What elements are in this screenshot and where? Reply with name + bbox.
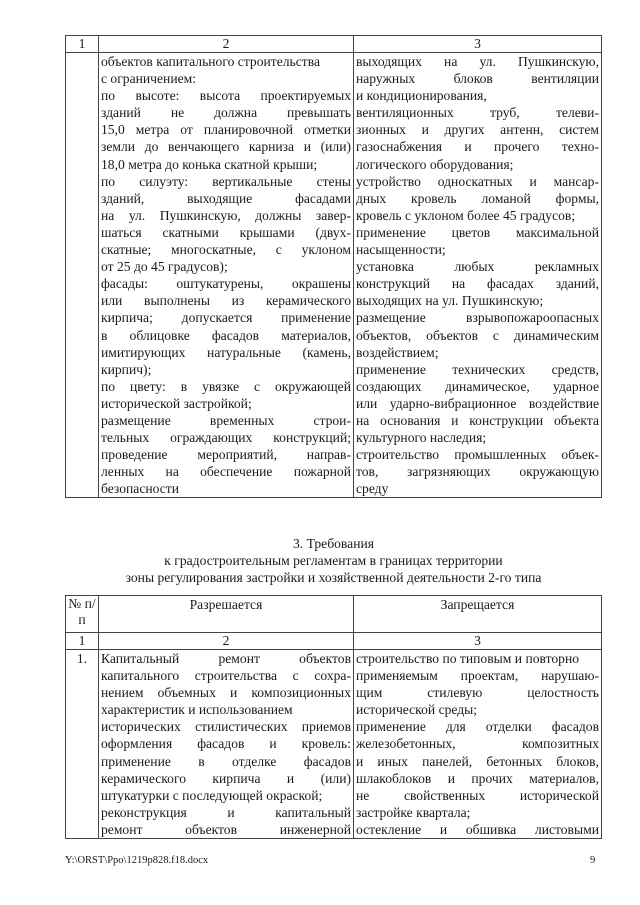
text-line: применение цветов максимальной bbox=[356, 224, 599, 240]
header-num bbox=[66, 596, 99, 633]
text-line: конструкций на фасадах зданий, bbox=[356, 276, 599, 292]
text-line: или ударно-вибрационное воздействие bbox=[356, 395, 599, 411]
text-line: или выполнены из керамического bbox=[101, 293, 351, 309]
text-line: зионных и других антенн, систем bbox=[356, 122, 599, 138]
text-line: исторической среды; bbox=[356, 702, 478, 718]
column-number-row bbox=[66, 36, 602, 53]
text-line: на основания и конструкции объекта bbox=[356, 412, 599, 428]
col-number-2: 2 bbox=[99, 36, 354, 53]
header-allowed: Разрешается bbox=[99, 596, 354, 633]
text-line: вентиляционных труб, телеви- bbox=[356, 105, 599, 121]
allowed-text bbox=[101, 650, 351, 838]
text-line: выходящих на ул. Пушкинскую; bbox=[356, 293, 544, 309]
row-number bbox=[66, 53, 99, 498]
text-line: зданий, выходящие фасадами bbox=[101, 190, 351, 206]
text-line: с ограничением: bbox=[101, 71, 197, 87]
text-line: по силуэту: вертикальные стены bbox=[101, 173, 351, 189]
column-number-row bbox=[66, 633, 602, 650]
text-line: исторических стилистических приемов bbox=[101, 719, 351, 735]
text-line: безопасности bbox=[101, 481, 180, 497]
text-line: скатные; многоскатные, с уклоном bbox=[101, 242, 351, 258]
text-line: 18,0 метра до конька скатной крыши; bbox=[101, 156, 318, 172]
col-number-1: 1 bbox=[66, 633, 99, 650]
text-line: объектов капитального строительства bbox=[101, 54, 320, 69]
text-line: не свойственных исторической bbox=[356, 787, 599, 803]
file-path: Y:\ORST\Ppo\1219p828.f18.docx bbox=[65, 855, 209, 866]
col-number-3: 3 bbox=[354, 36, 602, 53]
text-line: применяемым проектам, нарушаю- bbox=[356, 668, 599, 684]
text-line: объектов, объектов с динамическим bbox=[356, 327, 599, 343]
text-line: устройство односкатных и мансар- bbox=[356, 173, 599, 189]
table-continued bbox=[65, 35, 602, 498]
text-line: 15,0 метра от планировочной отметки bbox=[101, 122, 351, 138]
text-line: выходящих на ул. Пушкинскую, bbox=[356, 54, 599, 69]
row-number: 1. bbox=[66, 650, 99, 839]
text-line: строительство промышленных объек- bbox=[356, 447, 599, 463]
text-line: воздействием; bbox=[356, 344, 439, 360]
text-line: применение для отделки фасадов bbox=[356, 719, 599, 735]
text-line: от 25 до 45 градусов); bbox=[101, 259, 228, 275]
text-line: по высоте: высота проектируемых bbox=[101, 88, 351, 104]
col-number-3: 3 bbox=[354, 633, 602, 650]
text-line: имитирующих натуральные (камень, bbox=[101, 344, 351, 360]
text-line: тельных ограждающих конструкций; bbox=[101, 430, 351, 446]
allowed-cell bbox=[99, 53, 354, 498]
text-line: размещение взрывопожароопасных bbox=[356, 310, 599, 326]
forbidden-cell bbox=[354, 650, 602, 839]
section-subtitle-2: зоны регулирования застройки и хозяйственной деятельности 2-го типа bbox=[125, 570, 542, 585]
text-line: на ул. Пушкинскую, должны завер- bbox=[101, 207, 351, 223]
table-header-row bbox=[66, 596, 602, 633]
section-title: 3. Требования bbox=[293, 536, 374, 551]
text-line: установка любых рекламных bbox=[356, 259, 599, 275]
text-line: штукатурки с последующей окраской; bbox=[101, 787, 323, 803]
text-line: капитального строительства с сохра- bbox=[101, 668, 351, 684]
text-line: и кондиционирования, bbox=[356, 88, 487, 104]
text-line: шлакоблоков и прочих материалов, bbox=[356, 770, 599, 786]
text-line: Капитальный ремонт объектов bbox=[101, 651, 351, 666]
text-line: железобетонных, композитных bbox=[356, 736, 599, 752]
requirements-table bbox=[65, 595, 602, 839]
text-line: применение технических средств, bbox=[356, 361, 599, 377]
table-row bbox=[66, 53, 602, 498]
text-line: газоснабжения и прочего техно- bbox=[356, 139, 599, 155]
text-line: шаться скатными крышами (двух- bbox=[101, 224, 351, 240]
header-num-text: № п/п bbox=[68, 596, 96, 627]
text-line: и иных панелей, бетонных блоков, bbox=[356, 753, 599, 769]
text-line: керамического кирпича и (или) bbox=[101, 770, 351, 786]
text-line: тов, загрязняющих окружающую bbox=[356, 464, 599, 480]
allowed-cell bbox=[99, 650, 354, 839]
text-line: кирпич); bbox=[101, 361, 152, 377]
text-line: нением объемных и композиционных bbox=[101, 685, 351, 701]
header-forbidden: Запрещается bbox=[354, 596, 602, 633]
forbidden-text bbox=[356, 650, 599, 838]
text-line: фасады: оштукатурены, окрашены bbox=[101, 276, 351, 292]
col-number-2: 2 bbox=[99, 633, 354, 650]
text-line: строительство по типовым и повторно bbox=[356, 651, 580, 666]
text-line: исторической застройкой; bbox=[101, 395, 252, 411]
text-line: застройке квартала; bbox=[356, 804, 471, 820]
text-line: дных кровель ломаной формы, bbox=[356, 190, 599, 206]
text-line: среду bbox=[356, 481, 389, 497]
page-number: 9 bbox=[590, 855, 596, 866]
text-line: зданий не должна превышать bbox=[101, 105, 351, 121]
text-line: насыщенности; bbox=[356, 242, 446, 258]
forbidden-cell bbox=[354, 53, 602, 498]
text-line: наружных блоков вентиляции bbox=[356, 71, 599, 87]
forbidden-text bbox=[356, 53, 599, 497]
text-line: ленных на обеспечение пожарной bbox=[101, 464, 351, 480]
section-subtitle-1: к градостроительным регламентам в границах территории bbox=[164, 553, 503, 568]
text-line: реконструкция и капитальный bbox=[101, 804, 351, 820]
table-row bbox=[66, 650, 602, 839]
col-number-1: 1 bbox=[66, 36, 99, 53]
text-line: остекление и обшивка листовыми bbox=[356, 821, 599, 837]
text-line: применение в отделке фасадов bbox=[101, 753, 351, 769]
text-line: в облицовке фасадов материалов, bbox=[101, 327, 351, 343]
text-line: характеристик и использованием bbox=[101, 702, 293, 718]
allowed-text bbox=[101, 53, 351, 497]
text-line: кирпича; допускается применение bbox=[101, 310, 351, 326]
text-line: оформления фасадов и кровель: bbox=[101, 736, 351, 752]
text-line: ремонт объектов инженерной bbox=[101, 821, 351, 837]
text-line: культурного наследия; bbox=[356, 430, 487, 446]
text-line: кровель с уклоном более 45 градусов; bbox=[356, 207, 576, 223]
text-line: логического оборудования; bbox=[356, 156, 514, 172]
text-line: щим стилевую целостность bbox=[356, 685, 599, 701]
text-line: по цвету: в увязке с окружающей bbox=[101, 378, 351, 394]
text-line: земли до венчающего карниза и (или) bbox=[101, 139, 351, 155]
text-line: размещение временных строи- bbox=[101, 412, 351, 428]
text-line: создающих динамическое, ударное bbox=[356, 378, 599, 394]
text-line: проведение мероприятий, направ- bbox=[101, 447, 351, 463]
